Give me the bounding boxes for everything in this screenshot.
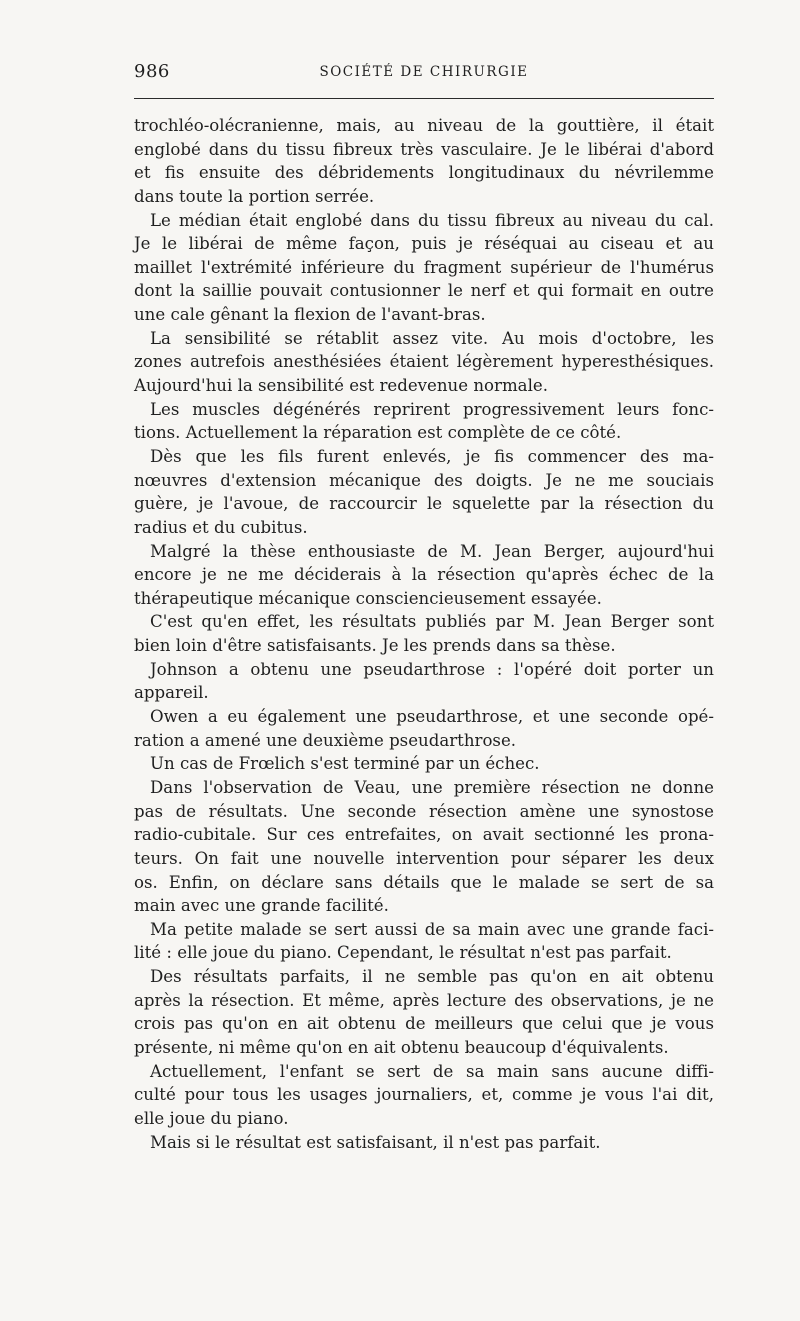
text-line: Johnson a obtenu une pseudarthrose : l'opéré doit porter un — [150, 659, 714, 679]
text-line: Je le libérai de même façon, puis je réséquai au ciseau et au — [134, 234, 714, 254]
text-line: Des résultats parfaits, il ne semble pas qu'on en ait obtenu — [150, 967, 714, 987]
running-title: SOCIÉTÉ DE CHIRURGIE — [319, 64, 529, 80]
text-line: Un cas de Frœlich s'est terminé par un échec. — [150, 754, 540, 774]
text-line: tions. Actuellement la réparation est complète de ce côté. — [134, 423, 622, 443]
text-line: présente, ni même qu'on en ait obtenu beaucoup d'équivalents. — [134, 1037, 669, 1057]
text-line: ration a amené une deuxième pseudarthrose. — [134, 730, 517, 750]
text-line: Les muscles dégénérés reprirent progressivement leurs fonc- — [150, 399, 714, 419]
text-line: Ma petite malade se sert aussi de sa main avec une grande faci- — [150, 919, 714, 939]
text-line: après la résection. Et même, après lecture des observations, je ne — [134, 990, 714, 1010]
text-line: nœuvres d'extension mécanique des doigts. Je ne me souciais — [134, 470, 714, 490]
text-line: et fis ensuite des débridements longitudinaux du névrilemme — [134, 163, 714, 183]
text-line: encore je ne me déciderais à la résection qu'après échec de la — [134, 565, 714, 585]
text-line: Dès que les fils furent enlevés, je fis commencer des ma- — [150, 446, 714, 466]
text-line: teurs. On fait une nouvelle intervention pour séparer les deux — [134, 848, 714, 868]
text-line: trochléo-olécranienne, mais, au niveau de la gouttière, il était — [134, 116, 714, 135]
text-line: Le médian était englobé dans du tissu fibreux au niveau du cal. — [150, 210, 714, 230]
text-line: bien loin d'être satisfaisants. Je les prends dans sa thèse. — [134, 636, 616, 656]
text-line: Mais si le résultat est satisfaisant, il n'est pas parfait. — [150, 1132, 601, 1152]
text-line: dont la saillie pouvait contusionner le nerf et qui formait en outre — [134, 281, 714, 301]
header-rule — [134, 98, 714, 99]
text-line: C'est qu'en effet, les résultats publiés par M. Jean Berger sont — [150, 612, 714, 632]
text-line: Actuellement, l'enfant se sert de sa main sans aucune diffi- — [150, 1061, 714, 1081]
text-line: elle joue du piano. — [134, 1108, 289, 1128]
text-line: culté pour tous les usages journaliers, et, comme je vous l'ai dit, — [134, 1085, 714, 1105]
body-text — [134, 114, 714, 1154]
text-line: une cale gênant la flexion de l'avant-bras. — [134, 305, 486, 325]
text-line: crois pas qu'on en ait obtenu de meilleurs que celui que je vous — [134, 1014, 714, 1034]
text-line: main avec une grande facilité. — [134, 896, 389, 916]
text-line: Owen a eu également une pseudarthrose, et une seconde opé- — [150, 707, 714, 727]
text-line: os. Enfin, on déclare sans détails que le malade se sert de sa — [134, 872, 714, 892]
text-line: englobé dans du tissu fibreux très vasculaire. Je le libérai d'abord — [134, 139, 714, 159]
text-line: maillet l'extrémité inférieure du fragment supérieur de l'humérus — [134, 257, 714, 277]
text-line: thérapeutique mécanique consciencieusement essayée. — [134, 588, 602, 608]
text-line: appareil. — [134, 683, 209, 703]
text-line: zones autrefois anesthésiées étaient légèrement hyperesthésiques. — [134, 352, 714, 372]
text-line: pas de résultats. Une seconde résection amène une synostose — [134, 801, 714, 821]
text-line: Dans l'observation de Veau, une première résection ne donne — [150, 777, 714, 797]
text-line: guère, je l'avoue, de raccourcir le squelette par la résection du — [134, 494, 714, 514]
text-line: dans toute la portion serrée. — [134, 186, 375, 206]
text-line: radius et du cubitus. — [134, 517, 308, 537]
text-line: Aujourd'hui la sensibilité est redevenue normale. — [134, 376, 548, 396]
page-number: 986 — [134, 61, 170, 82]
text-line: radio-cubitale. Sur ces entrefaites, on avait sectionné les prona- — [134, 825, 714, 845]
text-line: Malgré la thèse enthousiaste de M. Jean Berger, aujourd'hui — [150, 541, 714, 561]
text-line: lité : elle joue du piano. Cependant, le résultat n'est pas parfait. — [134, 943, 672, 963]
page-header — [134, 58, 714, 88]
text-line: La sensibilité se rétablit assez vite. Au mois d'octobre, les — [150, 328, 714, 348]
